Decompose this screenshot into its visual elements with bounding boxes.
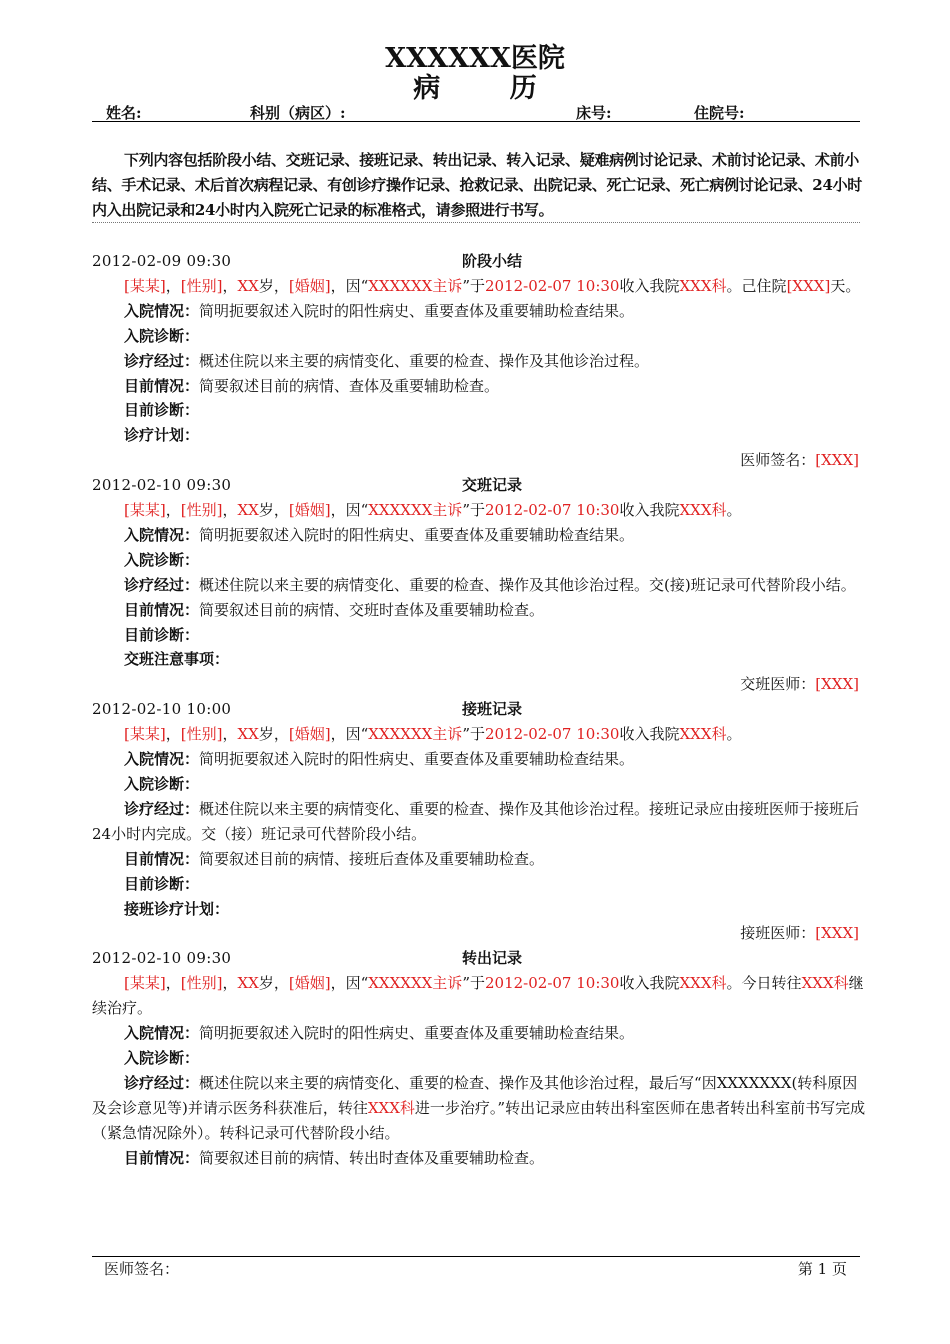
record-date: 2012-02-10 10:00 <box>92 700 232 719</box>
dept-placeholder: XXX科 <box>679 725 727 744</box>
record-signature <box>92 672 867 697</box>
footer-signature-label: 医师签名： <box>104 1260 180 1278</box>
field-row <box>92 1021 867 1046</box>
record-heading <box>92 946 867 971</box>
text: 继续治疗。 <box>92 974 864 1018</box>
complaint-placeholder: XXXXXX主诉 <box>368 276 463 295</box>
text: ，因“ <box>330 725 369 744</box>
text: ”于 <box>462 501 485 520</box>
marriage-placeholder: [婚姻] <box>288 974 331 993</box>
patient-summary <box>92 498 867 523</box>
field-label: 入院情况： <box>124 750 200 769</box>
field-label: 入院诊断： <box>124 1048 200 1067</box>
field-row <box>92 398 867 423</box>
field-row <box>92 324 867 349</box>
name-field-label: 姓名: <box>106 104 142 122</box>
field-text: 简要叙述目前的病情、转出时查体及重要辅助检查。 <box>199 1148 545 1167</box>
document-title: 病 历 <box>413 73 567 104</box>
marriage-placeholder: [婚姻] <box>288 725 331 744</box>
admission-no-field-label: 住院号: <box>694 104 745 122</box>
marriage-placeholder: [婚姻] <box>288 276 331 295</box>
age-placeholder: XX <box>237 725 259 744</box>
field-label: 目前情况： <box>124 1148 200 1167</box>
text: 收入我院 <box>619 725 680 744</box>
record-title: 接班记录 <box>461 700 522 719</box>
sex-placeholder: [性别] <box>180 725 223 744</box>
text: 收入我院 <box>619 501 680 520</box>
hospital-name: XXXXXX医院 <box>385 43 565 74</box>
field-row <box>92 1046 867 1071</box>
field-row <box>92 647 867 672</box>
record-takeover <box>92 697 867 946</box>
field-row <box>92 573 867 598</box>
patient-summary <box>92 971 867 1021</box>
name-placeholder: [某某] <box>124 276 166 295</box>
field-row <box>92 797 867 847</box>
field-label: 入院情况： <box>124 301 200 320</box>
field-label: 入院情况： <box>124 525 200 544</box>
field-row <box>92 423 867 448</box>
field-text: 简要叙述目前的病情、查体及重要辅助检查。 <box>199 376 500 395</box>
field-text: 概述住院以来主要的病情变化、重要的检查、操作及其他诊治过程。接班记录应由接班医师于接班后24小时内完成。交（接）班记录可代替阶段小结。 <box>92 799 860 843</box>
record-heading <box>92 249 867 274</box>
field-row <box>92 598 867 623</box>
dept-placeholder: XXX科 <box>679 276 727 295</box>
field-row <box>92 1146 867 1171</box>
field-text: 概述住院以来主要的病情变化、重要的检查、操作及其他诊治过程。交(接)班记录可代替阶段小结。 <box>199 575 856 594</box>
field-label: 目前诊断： <box>124 874 200 893</box>
age-placeholder: XX <box>237 974 259 993</box>
sep: ， <box>222 725 238 744</box>
admit-time: 2012-02-07 10:30 <box>484 501 620 520</box>
marriage-placeholder: [婚姻] <box>288 501 331 520</box>
field-text: 简明扼要叙述入院时的阳性病史、重要查体及重要辅助检查结果。 <box>199 750 635 769</box>
field-label: 入院情况： <box>124 1024 200 1043</box>
admit-time: 2012-02-07 10:30 <box>484 276 620 295</box>
field-row <box>92 1071 867 1146</box>
intro-paragraph: 下列内容包括阶段小结、交班记录、接班记录、转出记录、转入记录、疑难病例讨论记录、术前讨论记录、术前小结、手术记录、术后首次病程记录、有创诊疗操作记录、抢救记录、出院记录、死亡记录、死亡病例讨论记录、24小时内入出院记录和24小时内入院死亡记录的标准格式，请参照进行书写。 <box>92 151 862 219</box>
signature-placeholder: [XXX] <box>815 924 859 943</box>
age-unit: 岁， <box>258 276 289 295</box>
field-text: 简要叙述目前的病情、接班后查体及重要辅助检查。 <box>199 849 545 868</box>
stay-placeholder: [XXX] <box>786 276 831 295</box>
field-label: 入院诊断： <box>124 326 200 345</box>
signature-label: 交班医师： <box>740 675 816 694</box>
field-row <box>92 374 867 399</box>
record-title: 交班记录 <box>461 476 522 495</box>
age-unit: 岁， <box>258 974 289 993</box>
sep: 。 <box>726 974 742 993</box>
field-row <box>92 548 867 573</box>
record-signature <box>92 448 867 473</box>
name-placeholder: [某某] <box>124 501 166 520</box>
age-unit: 岁， <box>258 725 289 744</box>
field-label: 目前情况： <box>124 376 200 395</box>
bed-field-label: 床号: <box>576 104 612 122</box>
text: ，因“ <box>330 276 369 295</box>
patient-summary <box>92 722 867 747</box>
transfer-dept-placeholder: XXX科 <box>367 1098 415 1117</box>
field-label: 诊疗经过： <box>124 575 200 594</box>
text: 今日转往 <box>741 974 802 993</box>
footer-divider <box>92 1256 860 1257</box>
field-text: 简明扼要叙述入院时的阳性病史、重要查体及重要辅助检查结果。 <box>199 1024 635 1043</box>
age-placeholder: XX <box>237 501 259 520</box>
sep: ， <box>222 276 238 295</box>
text: ”于 <box>462 974 485 993</box>
page-number: 第 1 页 <box>797 1260 847 1278</box>
sep: ， <box>165 276 181 295</box>
sep: ， <box>165 501 181 520</box>
complaint-placeholder: XXXXXX主诉 <box>368 725 463 744</box>
patient-summary <box>92 274 867 299</box>
record-title: 阶段小结 <box>461 252 522 270</box>
field-label: 入院诊断： <box>124 774 200 793</box>
record-transfer-out <box>92 946 867 1170</box>
transfer-dept-placeholder: XXX科 <box>801 974 849 993</box>
dept-placeholder: XXX科 <box>679 501 727 520</box>
record-heading <box>92 697 867 722</box>
record-handover <box>92 473 867 697</box>
signature-placeholder: [XXX] <box>815 451 859 470</box>
name-placeholder: [某某] <box>124 725 166 744</box>
sep: ， <box>165 725 181 744</box>
record-date: 2012-02-10 09:30 <box>92 476 232 495</box>
field-text: 简要叙述目前的病情、交班时查体及重要辅助检查。 <box>199 600 545 619</box>
text: ，因“ <box>330 974 369 993</box>
sep: ， <box>165 974 181 993</box>
field-text: 简明扼要叙述入院时的阳性病史、重要查体及重要辅助检查结果。 <box>199 525 635 544</box>
complaint-placeholder: XXXXXX主诉 <box>368 501 463 520</box>
field-text: 简明扼要叙述入院时的阳性病史、重要查体及重要辅助检查结果。 <box>199 301 635 320</box>
field-row <box>92 847 867 872</box>
field-row <box>92 872 867 897</box>
complaint-placeholder: XXXXXX主诉 <box>368 974 463 993</box>
field-label: 目前情况： <box>124 849 200 868</box>
age-placeholder: XX <box>237 276 259 295</box>
sex-placeholder: [性别] <box>180 974 223 993</box>
field-text: 概述住院以来主要的病情变化、重要的检查、操作及其他诊治过程。 <box>199 351 650 370</box>
field-label: 交班注意事项： <box>124 650 230 669</box>
age-unit: 岁， <box>258 501 289 520</box>
record-title: 转出记录 <box>461 949 522 968</box>
record-signature <box>92 921 867 946</box>
signature-label: 医师签名： <box>740 451 816 470</box>
sep: 。 <box>726 725 742 744</box>
field-label: 诊疗经过： <box>124 351 200 370</box>
field-row <box>92 623 867 648</box>
text: ，因“ <box>330 501 369 520</box>
field-label: 诊疗经过： <box>124 799 200 818</box>
admit-time: 2012-02-07 10:30 <box>484 974 620 993</box>
field-row <box>92 897 867 922</box>
dotted-divider <box>92 222 860 223</box>
sep: 。 <box>726 276 742 295</box>
field-label: 目前诊断： <box>124 401 200 420</box>
text: ”于 <box>462 725 485 744</box>
field-row <box>92 299 867 324</box>
field-row <box>92 349 867 374</box>
text: 天。 <box>830 276 861 295</box>
patient-header <box>92 100 860 122</box>
record-stage-summary <box>92 249 867 473</box>
name-placeholder: [某某] <box>124 974 166 993</box>
record-date: 2012-02-09 09:30 <box>92 252 232 270</box>
text: 收入我院 <box>619 276 680 295</box>
field-text: 概述住院以来主要的病情变化、重要的检查、操作及其他诊治过程，最后写“因XXXXXXX(转科原因及会诊意见等)并请示医务科获准后，转往 <box>92 1073 858 1117</box>
field-label: 入院诊断： <box>124 550 200 569</box>
field-label: 目前情况： <box>124 600 200 619</box>
sep: ， <box>222 501 238 520</box>
text: ”于 <box>462 276 485 295</box>
text: 收入我院 <box>619 974 680 993</box>
signature-placeholder: [XXX] <box>815 675 859 694</box>
dept-placeholder: XXX科 <box>679 974 727 993</box>
signature-label: 接班医师： <box>740 924 816 943</box>
sep: ， <box>222 974 238 993</box>
field-row <box>92 772 867 797</box>
record-date: 2012-02-10 09:30 <box>92 949 232 968</box>
sep: 。 <box>726 501 742 520</box>
field-row <box>92 523 867 548</box>
record-heading <box>92 473 867 498</box>
dept-field-label: 科别（病区）: <box>250 104 346 122</box>
text: 己住院 <box>741 276 787 295</box>
sex-placeholder: [性别] <box>180 501 223 520</box>
field-label: 接班诊疗计划： <box>124 899 230 918</box>
field-label: 诊疗经过： <box>124 1073 200 1092</box>
field-label: 诊疗计划： <box>124 426 200 445</box>
admit-time: 2012-02-07 10:30 <box>484 725 620 744</box>
records-body <box>92 249 867 1170</box>
sex-placeholder: [性别] <box>180 276 223 295</box>
field-row <box>92 747 867 772</box>
field-label: 目前诊断： <box>124 625 200 644</box>
field-text: 进一步治疗。”转出记录应由转出科室医师在患者转出科室前书写完成（紧急情况除外）。转科记录可代替阶段小结。 <box>92 1098 866 1142</box>
